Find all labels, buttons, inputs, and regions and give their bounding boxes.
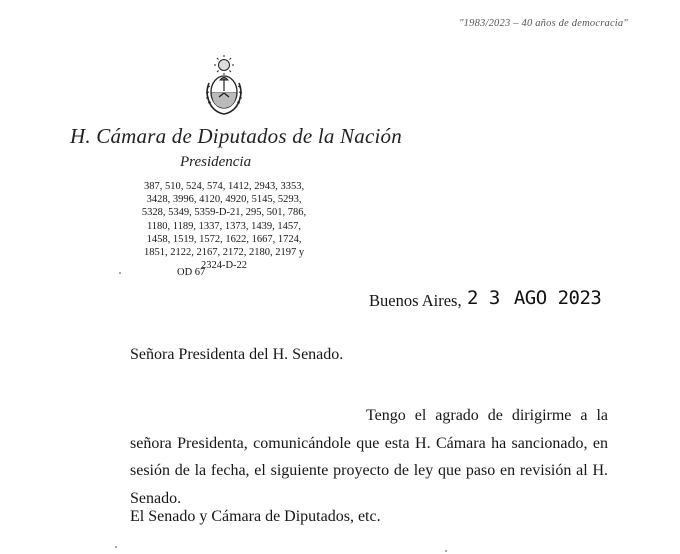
letter-closing: El Senado y Cámara de Diputados, etc. — [130, 508, 381, 525]
reference-line: 3428, 3996, 4120, 4920, 5145, 5293, — [146, 194, 302, 206]
reference-line: 1180, 1189, 1337, 1373, 1439, 1457, — [146, 220, 302, 232]
reference-line: 387, 510, 524, 574, 1412, 2943, 3353, — [143, 181, 305, 192]
reference-line: 1458, 1519, 1572, 1622, 1667, 1724, — [146, 233, 302, 245]
reference-line: 2324-D-22 — [200, 260, 248, 272]
argentina-coat-of-arms-icon — [200, 55, 248, 117]
scan-speck — [119, 272, 121, 274]
date-stamp — [467, 287, 601, 309]
office-title: Presidencia — [180, 154, 252, 170]
date-stamp-day: 2 3 — [467, 287, 500, 309]
reference-numbers — [134, 180, 314, 272]
scan-speck — [445, 550, 447, 552]
dateline-place: Buenos Aires, — [369, 291, 462, 310]
order-of-day: OD 67 — [177, 267, 206, 278]
reference-line: 1851, 2122, 2167, 2172, 2180, 2197 y — [143, 247, 305, 259]
chamber-name: H. Cámara de Diputados de la Nación — [70, 124, 402, 148]
scan-speck — [115, 546, 117, 548]
reference-line: 5328, 5349, 5359-D-21, 295, 501, 786, — [141, 207, 307, 219]
date-stamp-month-year: AGO 2023 — [513, 287, 602, 309]
letter-body-text: Tengo el agrado de dirigirme a la señora Presidenta, comunicándole que esta H. Cámara ha sancionado, en sesión de la fecha, el siguiente proyecto de ley que paso en revisión al H. Senado. — [130, 407, 608, 507]
motto-header: "1983/2023 – 40 años de democracia" — [459, 18, 628, 29]
salutation: Señora Presidenta del H. Senado. — [130, 346, 344, 363]
letter-body — [130, 402, 608, 512]
